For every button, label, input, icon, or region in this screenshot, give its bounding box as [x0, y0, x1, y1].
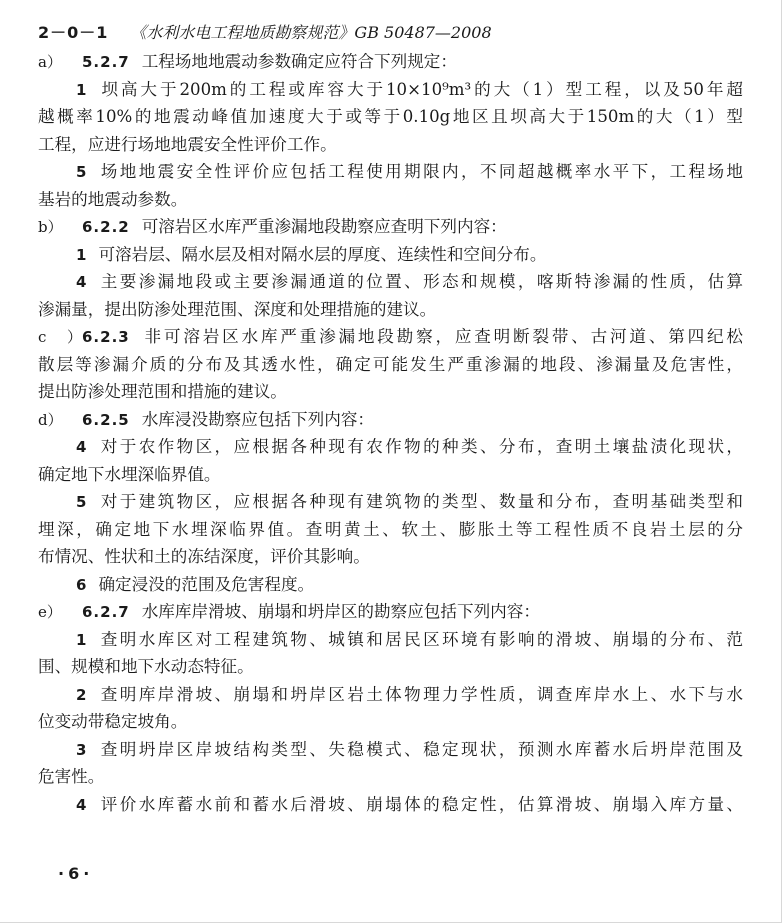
text-line: [38, 268, 743, 296]
line-text: 水库库岸滑坡、崩塌和坍岸区的勘察应包括下列内容：: [141, 602, 540, 621]
page-number: ·6·: [58, 864, 94, 883]
clause-number: 6.2.7: [82, 603, 130, 621]
text-line: [38, 76, 743, 104]
line-text: 越概率10%的地震动峰值加速度大于或等于0.10g地区且坝高大于150m的大（1）型: [38, 107, 743, 126]
text-line: [38, 378, 743, 406]
line-text: 围、规模和地下水动态特征。: [38, 657, 254, 676]
subitem-number: 1: [76, 80, 87, 99]
text-line: [38, 736, 743, 764]
text-line: [38, 351, 743, 379]
item-label: d）: [38, 410, 63, 429]
document-body: [38, 48, 743, 818]
line-text: 布情况、性状和土的冻结深度，评价其影响。: [38, 547, 370, 566]
clause-number: 6.2.3: [82, 328, 130, 346]
clause-number: 6.2.5: [82, 410, 130, 429]
line-text: 对于建筑物区，应根据各种现有建筑物的类型、数量和分布，查明基础类型和: [98, 492, 743, 511]
subitem-number: 4: [76, 795, 87, 814]
text-line: [38, 791, 743, 819]
clause-number: 5.2.7: [82, 53, 130, 71]
line-text: 工程，应进行场地地震安全性评价工作。: [38, 134, 337, 154]
text-line: [38, 516, 743, 544]
line-text: 可溶岩区水库严重渗漏地段勘察应查明下列内容：: [141, 217, 507, 236]
line-text: 评价水库蓄水前和蓄水后滑坡、崩塌体的稳定性，估算滑坡、崩塌入库方量、: [98, 794, 743, 814]
clause-number: 6.2.2: [82, 218, 130, 236]
line-text: 对于农作物区，应根据各种现有农作物的种类、分布，查明土壤盐渍化现状，: [98, 437, 743, 456]
line-text: 可溶岩层、隔水层及相对隔水层的厚度、连续性和空间分布。: [98, 244, 547, 264]
subitem-number: 1: [76, 245, 87, 264]
line-text: 工程场地地震动参数确定应符合下列规定：: [141, 52, 457, 71]
text-line: [38, 48, 743, 76]
item-label: a）: [38, 53, 62, 71]
subitem-number: 3: [76, 740, 87, 759]
document-title: 《水利水电工程地质勘察规范》GB 50487—2008: [130, 23, 492, 42]
text-line: [38, 296, 743, 324]
line-text: 散层等渗漏介质的分布及其透水性，确定可能发生严重渗漏的地段、渗漏量及危害性，: [38, 354, 743, 374]
item-label: e）: [38, 603, 62, 621]
item-label: b）: [38, 218, 63, 236]
line-text: 确定浸没的范围及危害程度。: [98, 574, 315, 594]
line-text: 查明坍岸区岸坡结构类型、失稳模式、稳定现状，预测水库蓄水后坍岸范围及: [98, 739, 743, 759]
text-line: [38, 406, 743, 434]
text-line: [38, 186, 743, 214]
line-text: 坝高大于200m的工程或库容大于10×10⁹m³的大（1）型工程，以及50年超: [98, 79, 743, 99]
subitem-number: 5: [76, 163, 87, 181]
line-text: 确定地下水埋深临界值。: [38, 464, 221, 484]
line-text: 危害性。: [38, 767, 105, 786]
subitem-number: 6: [76, 575, 87, 594]
text-line: [38, 488, 743, 516]
line-text: 渗漏量，提出防渗处理范围、深度和处理措施的建议。: [38, 299, 437, 319]
text-line: [38, 571, 743, 599]
text-line: [38, 763, 743, 791]
line-text: 水库浸没勘察应包括下列内容：: [141, 409, 375, 429]
line-text: 查明库岸滑坡、崩塌和坍岸区岩土体物理力学性质，调查库岸水上、水下与水: [98, 684, 743, 704]
text-line: [38, 131, 743, 159]
text-line: [38, 103, 743, 131]
document-id: 2－0－1: [38, 23, 109, 42]
line-text: 埋深，确定地下水埋深临界值。查明黄土、软土、膨胀土等工程性质不良岩土层的分: [38, 519, 743, 539]
text-line: [38, 598, 743, 626]
text-line: [38, 213, 743, 241]
subitem-number: 1: [76, 630, 87, 649]
text-line: [38, 543, 743, 571]
item-label: c）: [38, 328, 82, 346]
line-text: 场地地震安全性评价应包括工程使用期限内，不同超越概率水平下，工程场地: [98, 162, 743, 181]
subitem-number: 2: [76, 685, 87, 704]
text-line: [38, 323, 743, 351]
line-text: 提出防渗处理范围和措施的建议。: [38, 382, 287, 401]
line-text: 主要渗漏地段或主要渗漏通道的位置、形态和规模，喀斯特渗漏的性质，估算: [98, 272, 743, 291]
line-text: 位变动带稳定坡角。: [38, 712, 188, 731]
text-line: [38, 461, 743, 489]
text-line: [38, 626, 743, 654]
line-text: 查明水库区对工程建筑物、城镇和居民区环境有影响的滑坡、崩塌的分布、范: [98, 629, 743, 649]
subitem-number: 4: [76, 438, 87, 456]
subitem-number: 5: [76, 493, 87, 511]
subitem-number: 4: [76, 273, 87, 291]
text-line: [38, 681, 743, 709]
text-line: [38, 241, 743, 269]
line-text: 基岩的地震动参数。: [38, 189, 188, 209]
text-line: [38, 653, 743, 681]
line-text: 非可溶岩区水库严重渗漏地段勘察，应查明断裂带、古河道、第四纪松: [141, 327, 743, 346]
text-line: [38, 158, 743, 186]
text-line: [38, 708, 743, 736]
text-line: [38, 433, 743, 461]
page-header: [38, 20, 492, 43]
